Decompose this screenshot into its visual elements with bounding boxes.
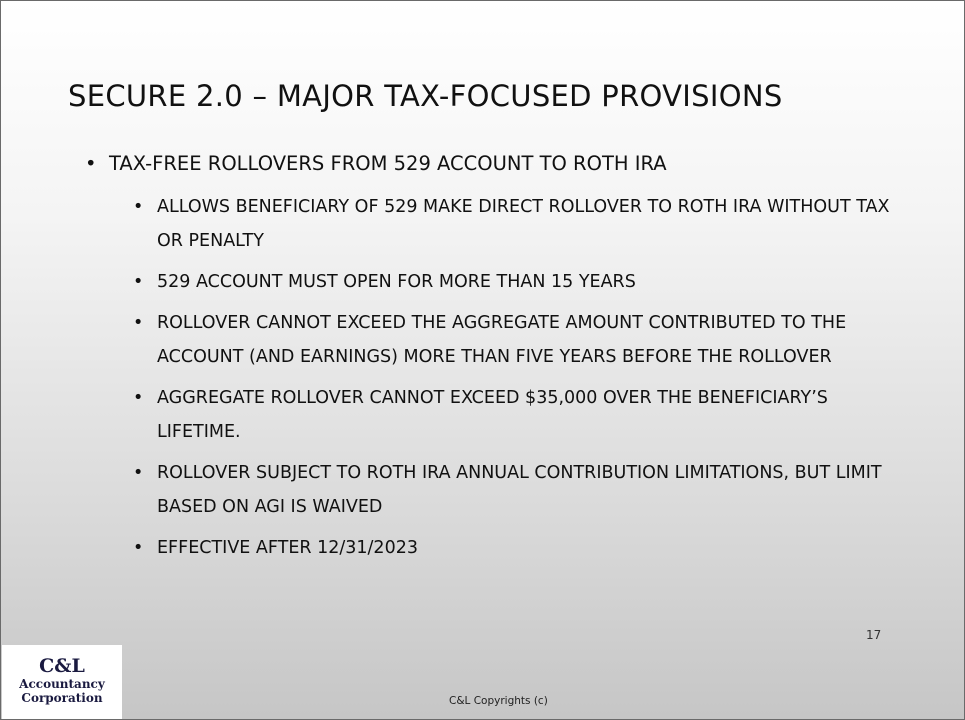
page-number: 17: [866, 628, 882, 642]
bullet-icon: •: [133, 538, 144, 558]
bullet-icon: •: [133, 197, 144, 217]
bullet-icon: •: [85, 152, 97, 175]
sub-bullet-text: EFFECTIVE AFTER 12/31/2023: [157, 538, 418, 558]
bullet-icon: •: [133, 388, 144, 408]
sub-bullet-text: ROLLOVER CANNOT EXCEED THE AGGREGATE AMOUNT CONTRIBUTED TO THE ACCOUNT (AND EARNINGS) MORE THAN FIVE YEARS BEFORE THE ROLLOVER: [157, 313, 847, 367]
logo-mark: C&L: [39, 655, 85, 677]
main-bullet-text: TAX-FREE ROLLOVERS FROM 529 ACCOUNT TO ROTH IRA: [109, 152, 667, 175]
sub-bullet: [133, 190, 905, 258]
slide-title: SECURE 2.0 – MAJOR TAX-FOCUSED PROVISIONS: [68, 79, 783, 113]
sub-bullet: [133, 531, 905, 565]
bullet-list: [85, 150, 905, 565]
main-bullet: [85, 150, 905, 178]
bullet-icon: •: [133, 272, 144, 292]
logo-line-corporation: Corporation: [21, 691, 103, 705]
sub-bullet: [133, 306, 905, 374]
bullet-icon: •: [133, 463, 144, 483]
bullet-icon: •: [133, 313, 144, 333]
sub-bullet: [133, 265, 905, 299]
footer-copyright: C&L Copyrights (c): [449, 695, 548, 707]
sub-bullet-text: AGGREGATE ROLLOVER CANNOT EXCEED $35,000 OVER THE BENEFICIARY’S LIFETIME.: [157, 388, 828, 442]
sub-bullet-text: ROLLOVER SUBJECT TO ROTH IRA ANNUAL CONTRIBUTION LIMITATIONS, BUT LIMIT BASED ON AGI IS WAIVED: [157, 463, 882, 517]
logo-line-accountancy: Accountancy: [19, 677, 105, 691]
company-logo: [2, 645, 122, 719]
sub-bullet-text: 529 ACCOUNT MUST OPEN FOR MORE THAN 15 YEARS: [157, 272, 636, 292]
sub-bullet: [133, 381, 905, 449]
sub-bullet: [133, 456, 905, 524]
sub-bullet-text: ALLOWS BENEFICIARY OF 529 MAKE DIRECT ROLLOVER TO ROTH IRA WITHOUT TAX OR PENALTY: [157, 197, 890, 251]
